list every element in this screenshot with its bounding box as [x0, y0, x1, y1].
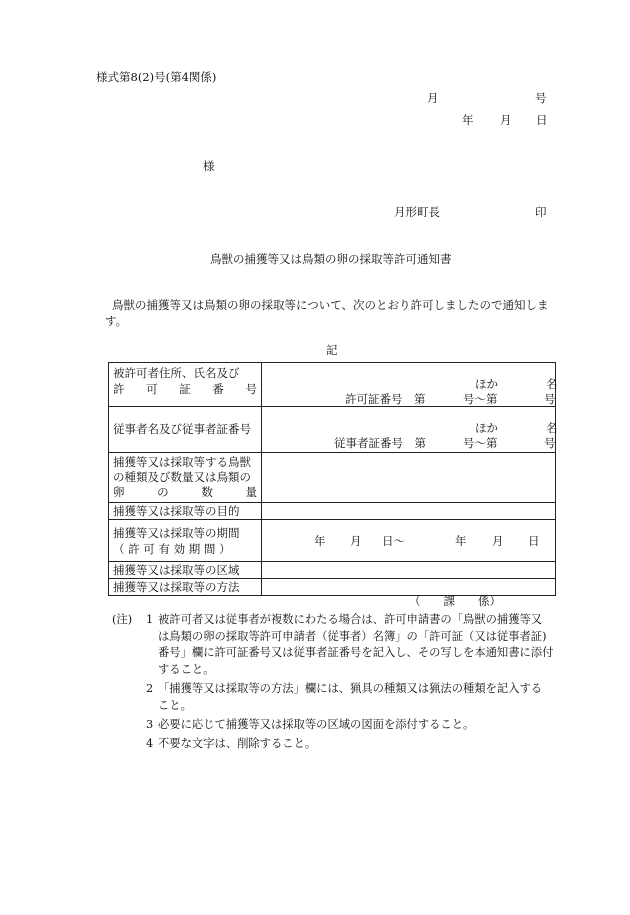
permit-table [108, 362, 556, 592]
note-number: 1 [146, 613, 154, 626]
note-number: 2 [146, 682, 154, 695]
row1-char: 証 [179, 382, 191, 396]
notes-marker: (注) [112, 613, 133, 626]
header-day-label: 日 [536, 113, 548, 127]
note-line: は鳥類の卵の採取等許可申請者（従事者）名簿」の「許可証（又は従事者証) [158, 629, 547, 643]
note-line: 必要に応じて捕獲等又は採取等の区域の図面を添付すること。 [158, 718, 475, 731]
note-line: 番号」欄に許可証番号又は従事者証番号を記入し、その写しを本通知書に添付 [158, 646, 554, 659]
row2-label: 従事者名及び従事者証番号 [113, 422, 251, 436]
table-row [109, 562, 556, 579]
row3-char: 数 [201, 485, 213, 499]
row1-go: 号 [544, 392, 556, 406]
row2-go: 号 [544, 436, 556, 450]
table-row [109, 503, 556, 520]
form-number: 様式第8(2)号(第4関係) [96, 70, 217, 84]
body-text-line2: す。 [105, 314, 128, 328]
note-line: すること。 [158, 662, 215, 676]
note-line: 不要な文字は、削除すること。 [158, 736, 317, 750]
table-row [109, 453, 556, 503]
row1-char: 番 [212, 382, 224, 396]
note-line: 被許可者又は従事者が複数にわたる場合は、許可申請書の「鳥獣の捕獲等又 [158, 613, 543, 626]
note-item [112, 681, 582, 714]
header-year-label: 年 [462, 113, 474, 127]
row1-char: 号 [245, 382, 257, 396]
row1-hoka: ほか [475, 377, 498, 391]
row5-year1: 年 [314, 534, 326, 548]
issuer-title: 月形町長 [394, 205, 440, 219]
row5-month2: 月 [492, 534, 504, 548]
row2-hoka: ほか [475, 421, 498, 435]
row5-label-line1: 捕獲等又は採取等の期間 [113, 526, 240, 540]
row5-month1: 月 [350, 534, 362, 548]
row2-permit: 従事者証番号 第 [334, 436, 426, 450]
row3-label-line2: の種類及び数量又は鳥類の [113, 470, 251, 484]
table-row [109, 407, 556, 453]
row3-char: の [157, 485, 169, 499]
department-note: （ 課 係） [409, 594, 501, 608]
row3-char: 卵 [113, 485, 125, 499]
row7-label: 捕獲等又は採取等の方法 [113, 580, 240, 594]
row5-year2: 年 [455, 534, 467, 548]
body-text-line1: 鳥獣の捕獲等又は鳥類の卵の採取等について、次のとおり許可しましたので通知しま [112, 298, 549, 312]
row2-mei: 名 [546, 421, 558, 435]
row5-label-line2: （ 許 可 有 効 期 間 ） [113, 542, 231, 556]
note-number: 4 [146, 736, 154, 750]
table-row [109, 363, 556, 407]
row3-char: 量 [245, 485, 257, 499]
note-number: 3 [146, 718, 154, 731]
row6-label: 捕獲等又は採取等の区域 [113, 563, 240, 577]
note-item [112, 736, 582, 753]
header-month-label: 月 [427, 91, 439, 105]
header-number-label: 号 [535, 91, 547, 105]
note-line: こと。 [158, 698, 192, 712]
header-month2-label: 月 [500, 113, 512, 127]
row5-day1: 日～ [382, 534, 405, 548]
note-item [112, 717, 582, 734]
row2-range: 号～第 [463, 436, 498, 450]
addressee-suffix: 様 [203, 159, 215, 173]
issuer-seal: 印 [535, 205, 547, 219]
row4-label: 捕獲等又は採取等の目的 [113, 504, 240, 518]
row1-label-line1: 被許可者住所、氏名及び [113, 366, 240, 380]
row1-mei: 名 [546, 377, 558, 391]
row1-permit: 許可証番号 第 [345, 392, 426, 406]
table-row [109, 520, 556, 562]
row5-day2: 日 [528, 534, 540, 548]
row1-range: 号～第 [463, 392, 498, 406]
note-line: 「捕獲等又は採取等の方法」欄には、猟具の種類又は猟法の種類を記入する [158, 682, 543, 695]
ki-heading: 記 [326, 343, 338, 357]
notes-section [112, 612, 582, 752]
row3-label-line3 [113, 485, 257, 500]
row1-label-line2 [113, 381, 257, 397]
note-item [112, 612, 582, 678]
row1-char: 許 [113, 382, 125, 396]
row3-label-line1: 捕獲等又は採取等する鳥獣 [113, 455, 251, 469]
doc-title: 鳥獣の捕獲等又は鳥類の卵の採取等許可通知書 [210, 252, 452, 266]
row1-char: 可 [146, 382, 158, 396]
